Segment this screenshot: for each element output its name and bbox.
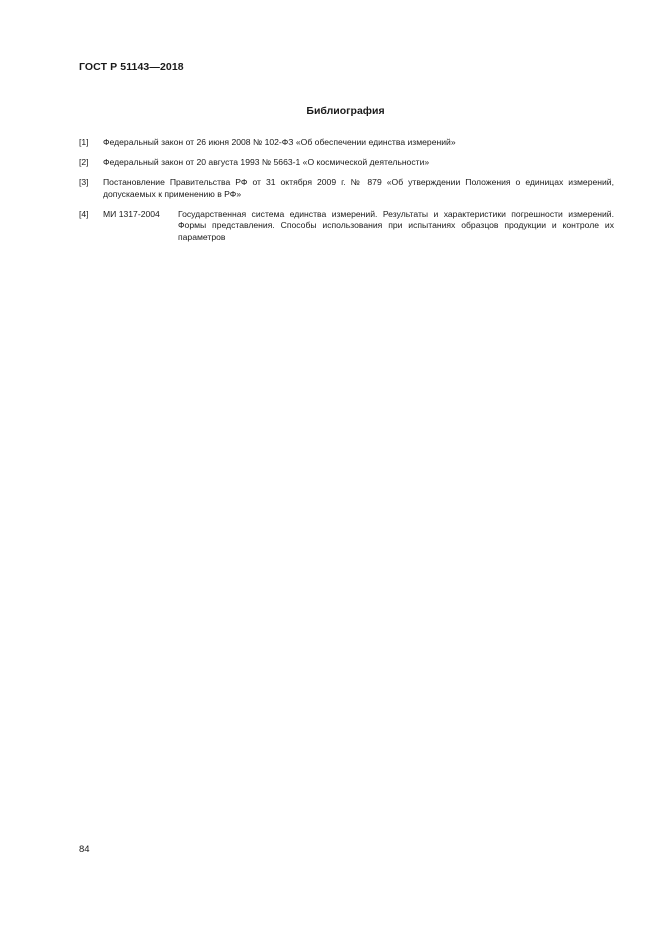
bibliography-entry-2 (79, 157, 614, 169)
entry-number: [1] (79, 137, 89, 147)
bibliography-list (79, 137, 614, 252)
document-code-header: ГОСТ Р 51143—2018 (79, 61, 184, 73)
page-number: 84 (79, 844, 90, 855)
entry-text: Государственная система единства измерений. Результаты и характеристики погрешности измерений. Формы представления. Способы использования при испытаниях образцов продукции и контроле их параметров (178, 208, 614, 242)
entry-text: Федеральный закон от 26 июня 2008 № 102-ФЗ «Об обеспечении единства измерений» (103, 137, 456, 147)
entry-number: [3] (79, 177, 89, 187)
entry-document-code: МИ 1317-2004 (103, 208, 160, 219)
bibliography-entry-1 (79, 137, 614, 149)
section-title: Библиография (306, 105, 385, 117)
entry-number: [2] (79, 157, 89, 167)
entry-text: Постановление Правительства РФ от 31 октября 2009 г. № 879 «Об утверждении Положения о единицах измерений, допускаемых к применению в РФ» (103, 177, 614, 199)
bibliography-entry-4 (79, 209, 614, 244)
entry-text: Федеральный закон от 20 августа 1993 № 5663-1 «О космической деятельности» (103, 157, 430, 167)
bibliography-entry-3 (79, 177, 614, 200)
entry-number: [4] (79, 208, 89, 219)
